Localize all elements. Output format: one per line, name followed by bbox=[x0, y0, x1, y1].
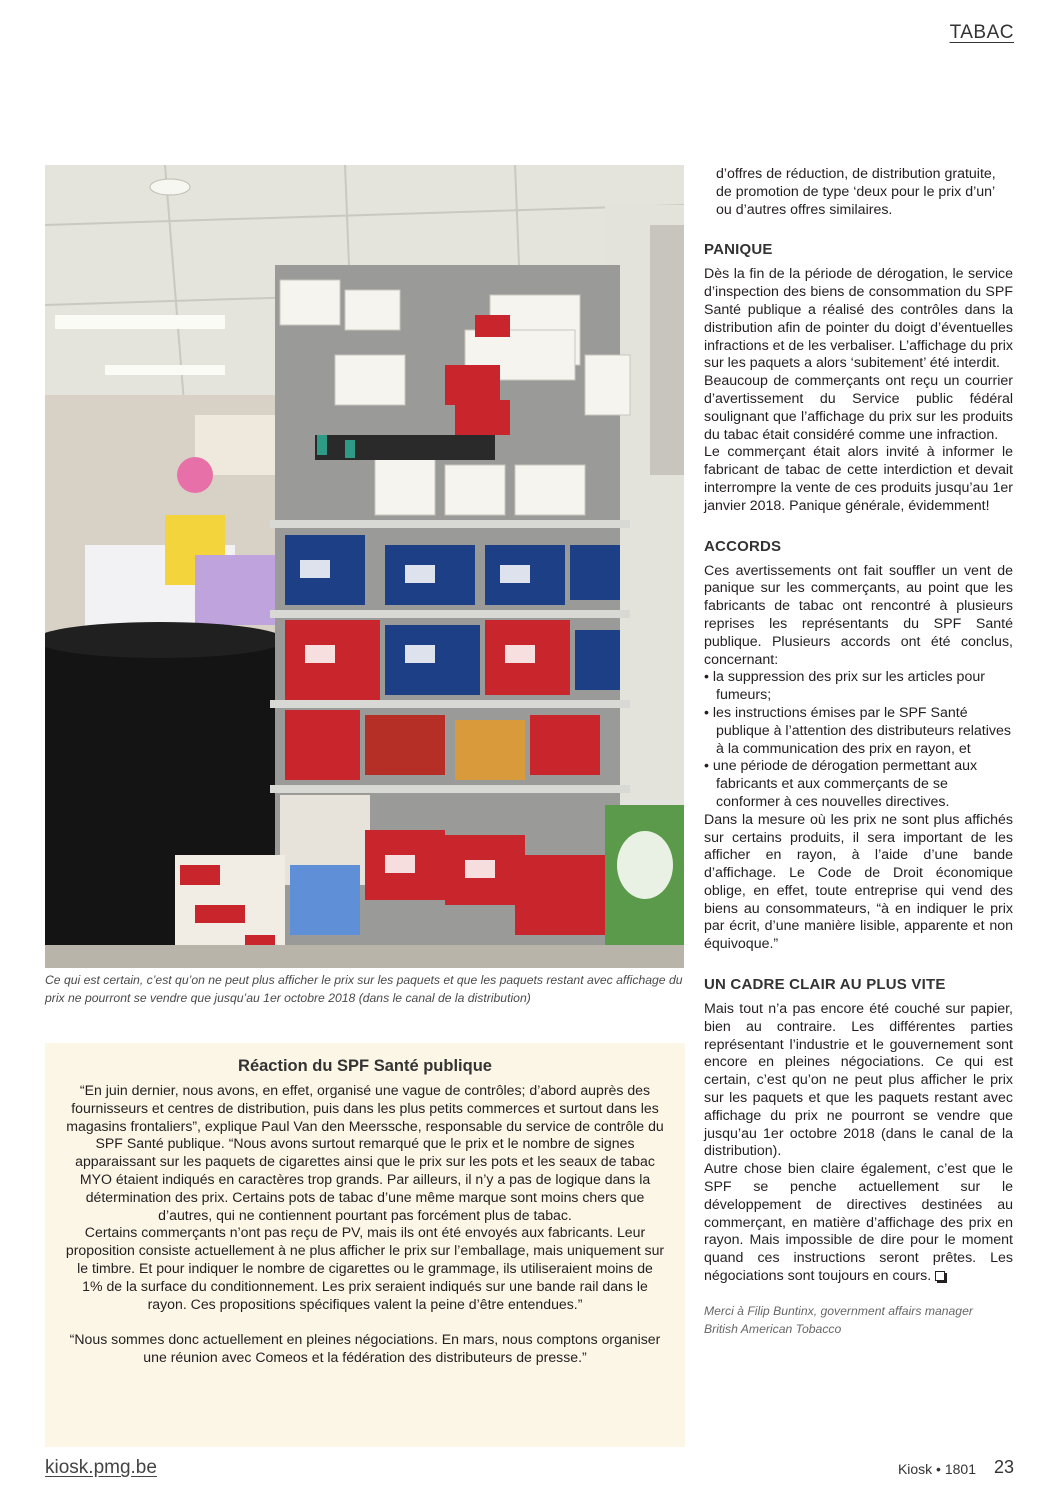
body-paragraph: Mais tout n’a pas encore été couché sur papier, bien au contraire. Les différentes parties représentant l’industrie et le gouvernement sont encore en pleines négociations. Ce qui est certain, c’est qu’on ne peut plus afficher le prix sur les paquets et que les paquets restant avec affichage du prix ne pourront se vendre que jusqu’au 1er octobre 2018 (dans le canal de la distribution). bbox=[704, 1001, 1013, 1160]
credit-line: British American Tobacco bbox=[704, 1321, 842, 1336]
credit bbox=[704, 1302, 1013, 1338]
heading-cadre: UN CADRE CLAIR AU PLUS VITE bbox=[704, 976, 946, 994]
box-paragraph: “En juin dernier, nous avons, en effet, organisé une vague de contrôles; d’abord auprès des fournisseurs et centres de distribution, puis dans les plus petits commerces et surtout dans les magasins frontaliers”, explique Paul Van den Meerssche, responsable du service de contrôle du SPF Santé publique. “Nous avons surtout remarqué que le prix et le nombre de signes apparaissant sur les paquets de cigarettes ainsi que le prix sur les pots et les seaux de tabac MYO étaient indiqués en caractères trop grands. Par ailleurs, il n’y a pas de logique dans la détermination des prix. Certains pots de tabac d’une même marque sont moins chers que d’autres, qui ne contiennent pourtant pas forcément plus de tabac. bbox=[66, 1082, 664, 1223]
body-paragraph bbox=[704, 1161, 1013, 1286]
list-item: • la suppression des prix sur les articles pour fumeurs; bbox=[704, 669, 985, 704]
body-paragraph: Ces avertissements ont fait souffler un vent de panique sur les commerçants, au point que les fabricants de tabac ont rencontré à plusieurs reprises les représentants du SPF Santé publique. Plusieurs accords ont été conclus, concernant: bbox=[704, 562, 1013, 668]
body-paragraph: Dans la mesure où les prix ne sont plus affichés sur certains produits, il sera important de les afficher en rayon, à l’aide d’une bande d’affichage. Le Code de Droit économique oblige, en effet, toute entreprise qui vend des biens au consommateurs, “à en indiquer le prix par écrit, d’une manière lisible, apparente et non équivoque.” bbox=[704, 811, 1013, 953]
sidebar-box bbox=[45, 1043, 685, 1447]
body-paragraph: Le commerçant était alors invité à informer le fabricant de tabac de cette interdiction et devait interrompre la vente de ces produits jusqu’au 1er janvier 2018. Panique générale, évidemment! bbox=[704, 444, 1013, 514]
heading-accords: ACCORDS bbox=[704, 537, 782, 555]
section-tag: TABAC bbox=[949, 22, 1014, 43]
body-paragraph: Beaucoup de commerçants ont reçu un courrier d’avertissement du Service public fédéral soulignant que l’affichage du prix sur les produits du tabac était considéré comme une infraction. bbox=[704, 373, 1013, 443]
photo-caption: Ce qui est certain, c’est qu’on ne peut plus afficher le prix sur les paquets et que les paquets restant avec affichage du prix ne pourront se vendre que jusqu’au 1er octobre 2018 (dans le canal de la distribution) bbox=[45, 973, 683, 1005]
heading-panique: PANIQUE bbox=[704, 241, 773, 259]
box-paragraph: “Nous sommes donc actuellement en pleines négociations. En mars, nous comptons organiser une réunion avec Comeos et la fédération des distributeurs de presse.” bbox=[69, 1331, 661, 1366]
footer-issue: Kiosk • 1801 bbox=[897, 1461, 976, 1477]
page-number: 23 bbox=[993, 1457, 1014, 1477]
tobacco-shelf-photo bbox=[45, 165, 684, 968]
list-item: • une période de dérogation permettant aux fabricants et aux commerçants de se conformer à ces nouvelles directives. bbox=[704, 758, 978, 810]
body-paragraph: Dès la fin de la période de dérogation, le service d’inspection des biens de consommation du SPF Santé publique a réalisé des contrôles dans la distribution afin de pointer du doigt d’éventuelles infractions et de les verbaliser. L’affichage du prix sur les paquets a alors ‘subitement’ été interdit. bbox=[704, 266, 1013, 372]
list-item: • les instructions émises par le SPF Santé publique à l’attention des distributeurs relatives à la communication des prix en rayon, et bbox=[704, 704, 1011, 757]
photo-illustration bbox=[45, 165, 684, 968]
box-paragraph: Certains commerçants n’ont pas reçu de PV, mais ils ont été envoyés aux fabricants. Leur proposition consiste actuellement à ne plus afficher le prix sur l’emballage, mais uniquement sur le timbre. Et pour indiquer le nombre de cigarettes ou le grammage, ils utiliseraient moins de 1% de la surface du conditionnement. Les prix seraient indiqués sur une bande rail dans le rayon. Ces propositions spécifiques valent la peine d’être entendues.” bbox=[65, 1224, 665, 1312]
end-mark-icon bbox=[935, 1271, 945, 1281]
closing-text: Autre chose bien claire également, c’est que le SPF se penche actuellement sur le développement de directives destinées au commerçant, en matière d’affichage des prix en rayon. Mais impossible de dire pour le moment quand ces instructions seront prêtes. Les négociations sont toujours en cours. bbox=[704, 1161, 1013, 1285]
box-title: Réaction du SPF Santé publique bbox=[238, 1057, 492, 1075]
footer-url[interactable]: kiosk.pmg.be bbox=[45, 1457, 157, 1478]
right-column bbox=[704, 166, 1013, 1338]
credit-line: Merci à Filip Buntinx, government affairs manager bbox=[704, 1303, 973, 1318]
intro-paragraph: d’offres de réduction, de distribution gratuite, de promotion de type ‘deux pour le prix d’un’ ou d’autres offres similaires. bbox=[716, 166, 996, 218]
